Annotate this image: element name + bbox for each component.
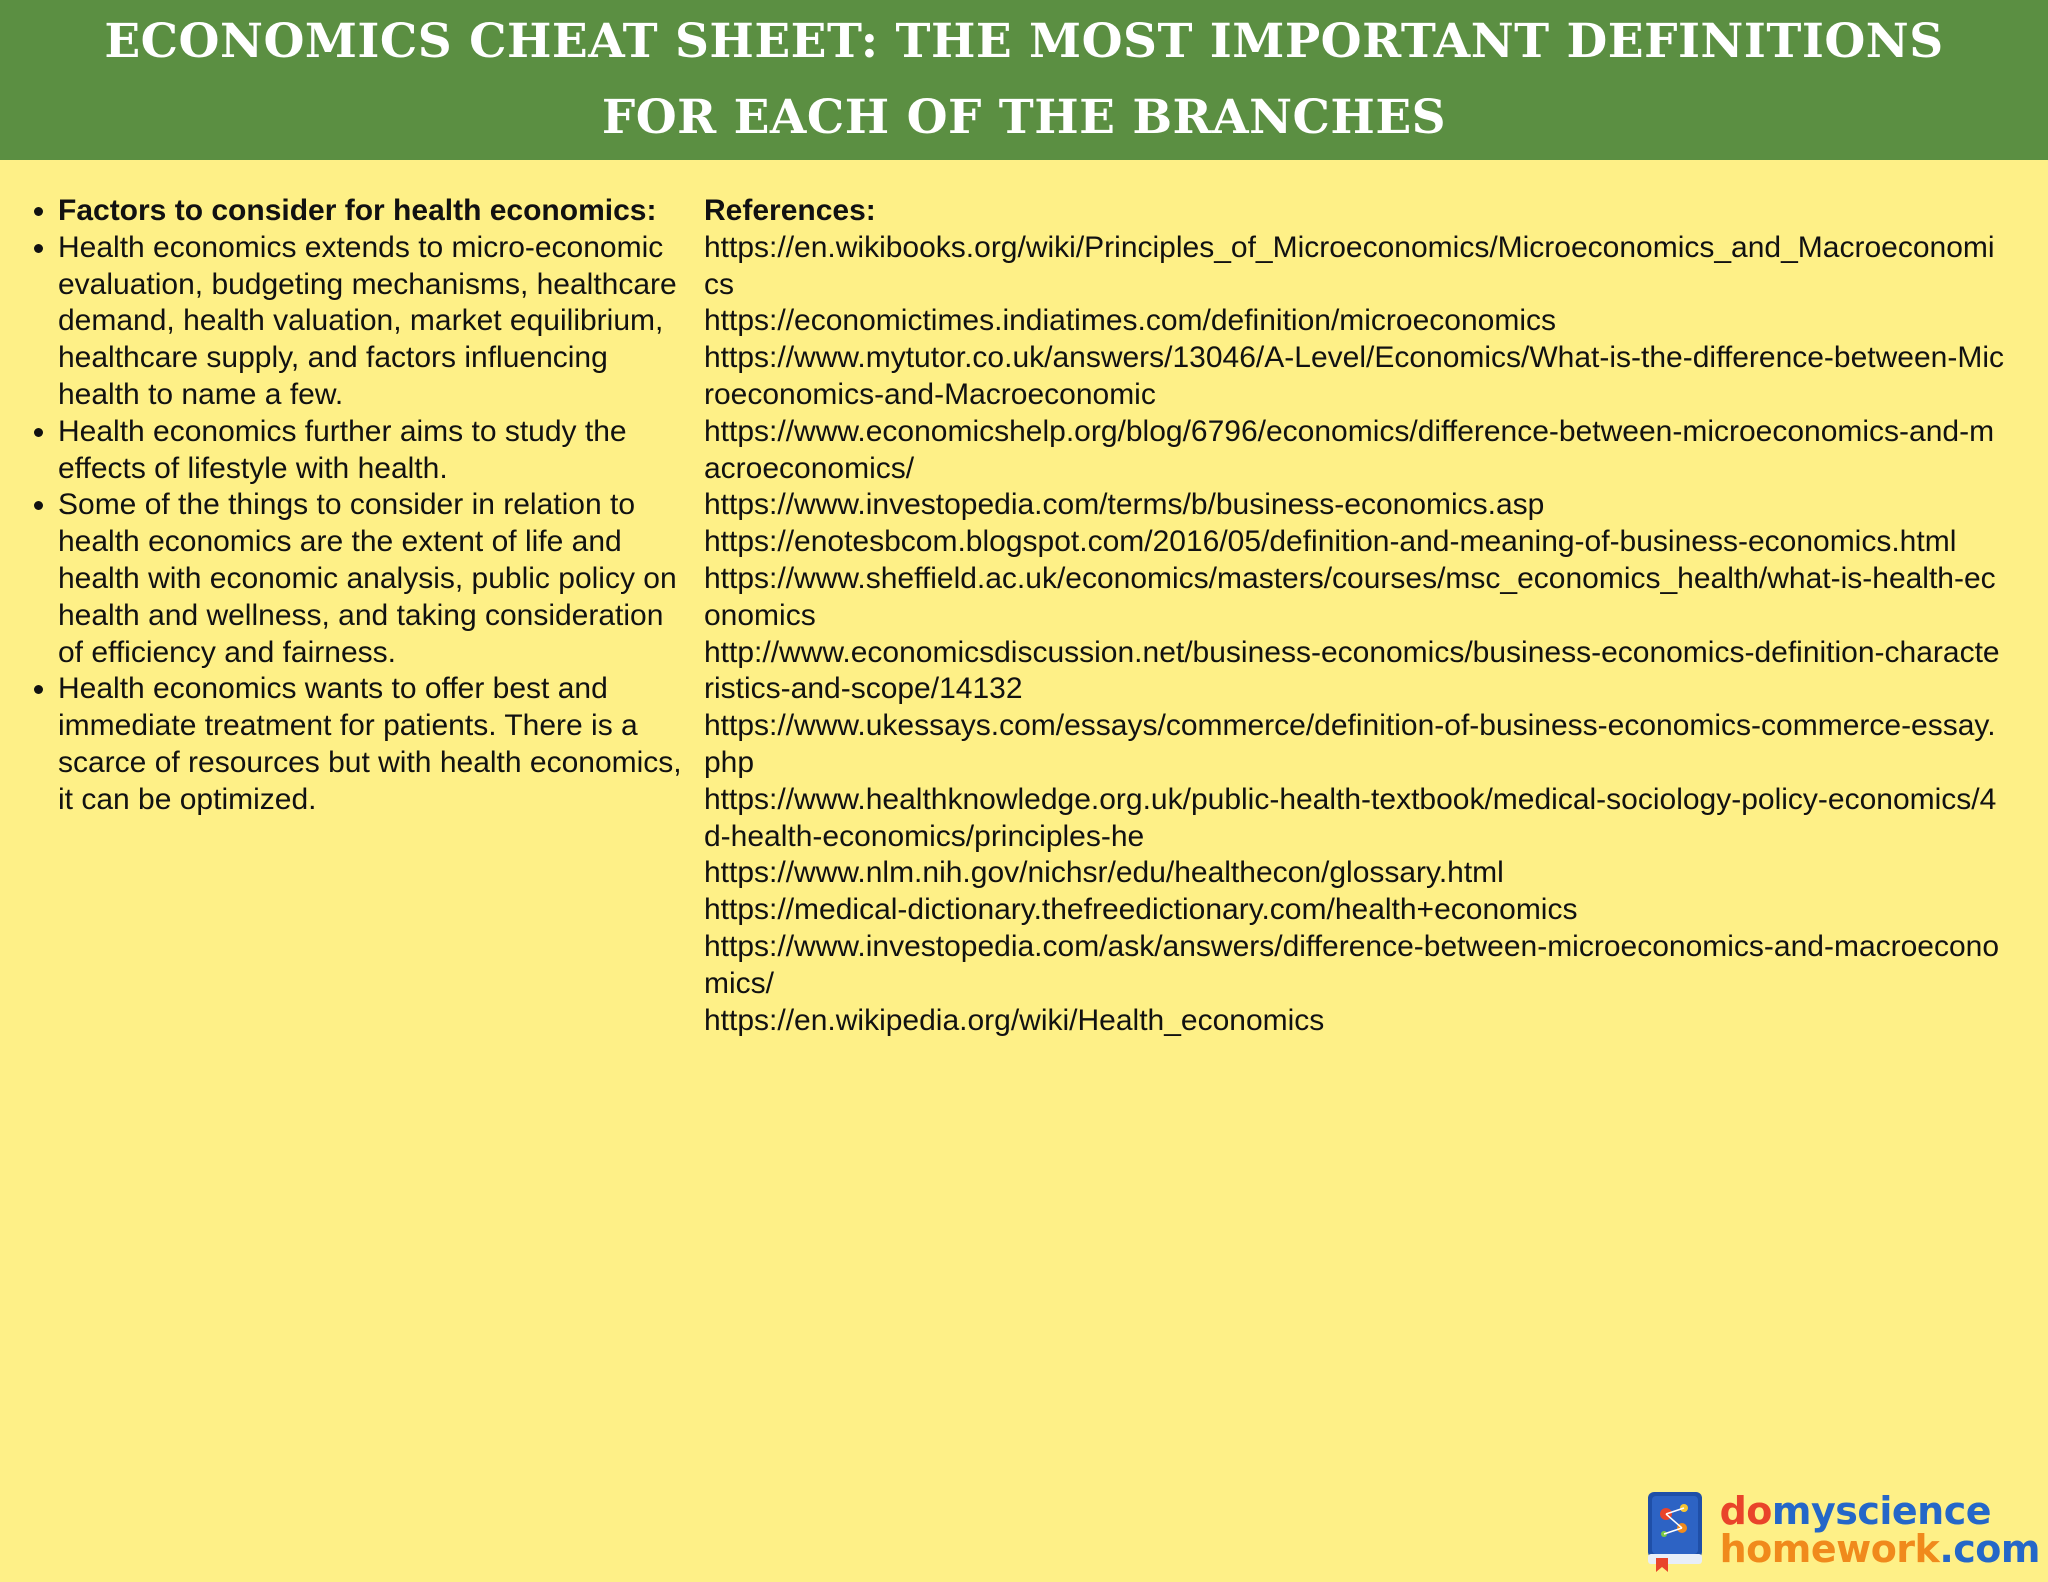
reference-link[interactable]: https://en.wikipedia.org/wiki/Health_economics <box>704 1003 1325 1037</box>
book-icon <box>1642 1488 1708 1572</box>
reference-link[interactable]: https://www.healthknowledge.org.uk/public-health-textbook/medical-sociology-policy-economics/4d-health-economics/principles-he <box>704 782 1997 853</box>
reference-link[interactable]: https://medical-dictionary.thefreedictionary.com/health+economics <box>704 893 1578 927</box>
reference-link[interactable]: https://www.nlm.nih.gov/nichsr/edu/healthecon/glossary.html <box>704 856 1504 890</box>
reference-link[interactable]: https://www.sheffield.ac.uk/economics/masters/courses/msc_economics_health/what-is-health-economics <box>704 561 1996 632</box>
references-heading: References: <box>704 194 876 227</box>
reference-link[interactable]: https://www.investopedia.com/terms/b/business-economics.asp <box>704 488 1545 522</box>
reference-link[interactable]: https://www.investopedia.com/ask/answers/difference-between-microeconomics-and-macroeconomics/ <box>704 929 2000 1000</box>
brand-logo[interactable] <box>1642 1488 2040 1572</box>
reference-link[interactable]: https://en.wikibooks.org/wiki/Principles_of_Microeconomics/Microeconomics_and_Macroeconomics <box>704 230 1995 301</box>
list-item: • Some of the things to consider in relation to health economics are the extent of life and health with economic analysis, public policy on health and wellness, and taking consideration of efficiency and fairness. <box>58 487 682 671</box>
factors-list <box>22 193 682 819</box>
logo-line-1: domyscience <box>1719 1489 1992 1533</box>
reference-link[interactable]: https://www.ukessays.com/essays/commerce/definition-of-business-economics-commerce-essay.php <box>704 709 1996 779</box>
reference-link[interactable]: https://enotesbcom.blogspot.com/2016/05/definition-and-meaning-of-business-economics.html <box>704 525 1957 559</box>
list-item: • Health economics further aims to study the effects of lifestyle with health. <box>58 414 682 488</box>
reference-link[interactable]: https://economictimes.indiatimes.com/definition/microeconomics <box>704 304 1556 338</box>
list-item-heading: • Factors to consider for health economics: <box>58 193 682 230</box>
logo-line-2: homework.com <box>1719 1527 2040 1571</box>
logo-wordmark <box>1719 1489 2040 1571</box>
page-title: ECONOMICS CHEAT SHEET: THE MOST IMPORTANT DEFINITIONS FOR EACH OF THE BRANCHES <box>104 14 1944 145</box>
reference-link[interactable]: https://www.economicshelp.org/blog/6796/economics/difference-between-microeconomics-and-macroeconomics/ <box>704 414 1995 485</box>
health-economics-section <box>22 193 682 819</box>
list-item: • Health economics extends to micro-economic evaluation, budgeting mechanisms, healthcare demand, health valuation, market equilibrium, healthcare supply, and factors influencing health to name a few. <box>58 230 682 414</box>
references-section <box>704 193 2004 1039</box>
header-banner <box>0 0 2048 160</box>
list-item: • Health economics wants to offer best and immediate treatment for patients. There is a scarce of resources but with health economics, it can be optimized. <box>58 671 682 818</box>
reference-link[interactable]: http://www.economicsdiscussion.net/business-economics/business-economics-definition-characteristics-and-scope/14132 <box>704 635 2000 706</box>
reference-link[interactable]: https://www.mytutor.co.uk/answers/13046/A-Level/Economics/What-is-the-difference-between-Microeconomics-and-Macroeconomic <box>704 341 2004 411</box>
